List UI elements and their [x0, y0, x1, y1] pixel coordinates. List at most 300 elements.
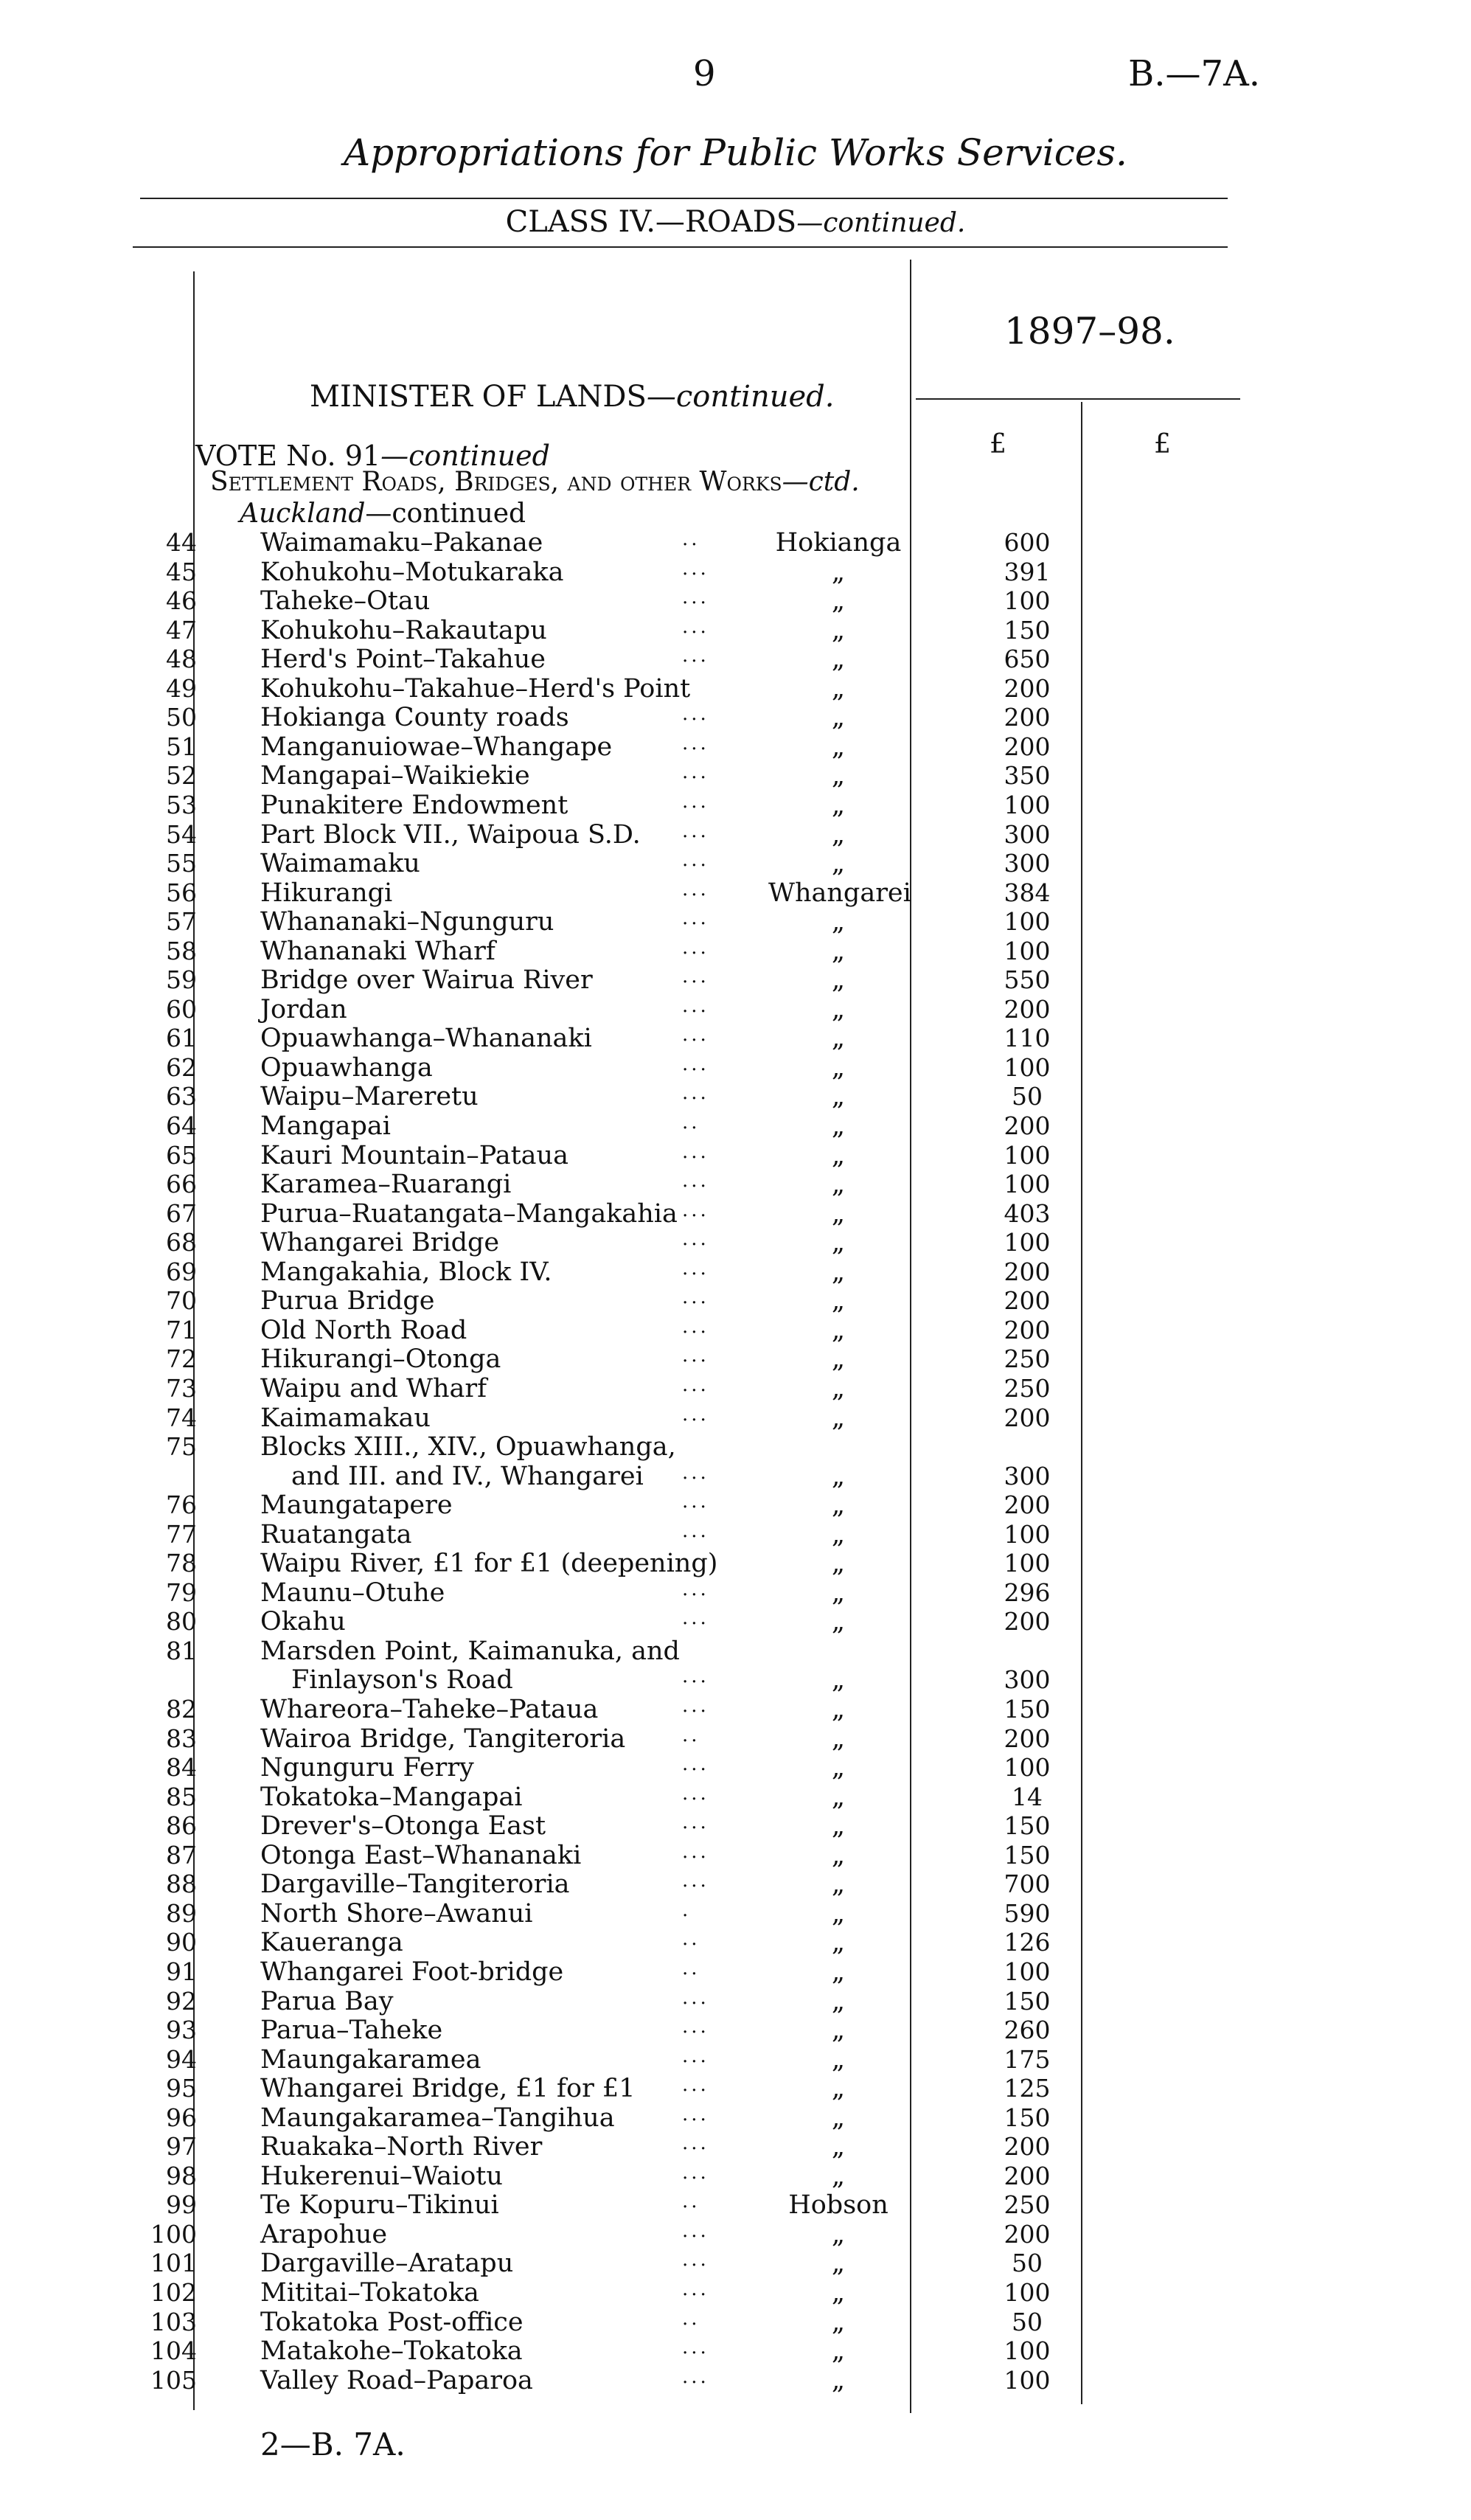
row-amount: 50	[1012, 2249, 1043, 2278]
row-leader-dots: ...	[682, 1519, 709, 1542]
row-leader-dots: ...	[682, 2249, 709, 2271]
row-number: 86	[166, 1811, 197, 1841]
row-work-name: Ngunguru Ferry	[260, 1753, 474, 1783]
row-number: 73	[166, 1373, 197, 1403]
vote-continued: —continued	[380, 440, 550, 472]
page-title: Appropriations for Public Works Services.	[344, 131, 1127, 174]
class-heading-text: CLASS IV.—ROADS	[505, 205, 797, 239]
row-amount: 50	[1012, 1082, 1043, 1111]
row-leader-dots: ...	[682, 1170, 709, 1193]
row-district: „	[831, 1344, 846, 1375]
row-leader-dots: ...	[682, 2336, 709, 2359]
row-number: 105	[150, 2365, 197, 2395]
row-number: 90	[166, 1928, 197, 1957]
row-work-name: Whangarei Foot-bridge	[260, 1957, 564, 1987]
row-amount: 200	[1004, 2161, 1051, 2190]
row-amount: 550	[1004, 965, 1051, 995]
row-district: „	[831, 1403, 846, 1433]
row-work-name: Drever's–Otonga East	[260, 1811, 546, 1842]
row-number: 80	[166, 1607, 197, 1636]
row-district: „	[831, 1461, 846, 1491]
row-leader-dots: ...	[682, 1373, 709, 1396]
row-district: Whangarei	[768, 878, 911, 908]
row-amount: 250	[1004, 1344, 1051, 1374]
row-amount: 100	[1004, 586, 1051, 616]
row-work-name: Waipu River, £1 for £1 (deepening)	[260, 1549, 718, 1579]
row-work-name: Purua Bridge	[260, 1286, 435, 1316]
row-number: 50	[166, 703, 197, 732]
row-number: 99	[166, 2190, 197, 2220]
row-district: „	[831, 2132, 846, 2162]
row-work-name: Whananaki Wharf	[260, 936, 495, 966]
row-amount: 100	[1004, 2365, 1051, 2395]
row-district: „	[831, 936, 846, 966]
row-number: 81	[166, 1636, 197, 1665]
row-work-name: Kaueranga	[260, 1928, 403, 1958]
row-amount: 590	[1004, 1898, 1051, 1928]
row-number: 48	[166, 645, 197, 674]
row-amount: 100	[1004, 1519, 1051, 1549]
row-district: „	[831, 586, 846, 617]
row-leader-dots: ...	[682, 1782, 709, 1805]
row-amount: 200	[1004, 994, 1051, 1024]
row-work-name: Hokianga County roads	[260, 703, 569, 733]
row-number: 98	[166, 2161, 197, 2190]
row-work-name: Mangapai	[260, 1111, 391, 1141]
row-amount: 100	[1004, 2278, 1051, 2307]
row-amount: 100	[1004, 1549, 1051, 1578]
row-district: „	[831, 761, 846, 791]
row-amount: 200	[1004, 1724, 1051, 1753]
row-leader-dots: ...	[682, 1665, 709, 1688]
row-amount: 100	[1004, 1753, 1051, 1783]
row-district: „	[831, 645, 846, 675]
row-amount: 200	[1004, 1490, 1051, 1520]
row-number: 67	[166, 1198, 197, 1228]
row-leader-dots: ...	[682, 1286, 709, 1309]
row-district: „	[831, 1957, 846, 1987]
row-amount: 300	[1004, 1665, 1051, 1695]
row-leader-dots: ...	[682, 645, 709, 667]
row-work-name: Mangakahia, Block IV.	[260, 1257, 552, 1287]
vote-text: VOTE No. 91	[195, 440, 381, 472]
row-work-name: Bridge over Wairua River	[260, 965, 593, 996]
row-work-name: Okahu	[260, 1607, 346, 1637]
row-number: 96	[166, 2103, 197, 2132]
row-leader-dots: ..	[682, 528, 700, 550]
row-district: „	[831, 2249, 846, 2279]
row-number: 94	[166, 2044, 197, 2074]
row-number: 46	[166, 586, 197, 616]
row-district: „	[831, 1782, 846, 1812]
row-leader-dots: ...	[682, 1257, 709, 1280]
row-work-name: Karamea–Ruarangi	[260, 1170, 512, 1200]
row-number: 54	[166, 819, 197, 849]
row-amount: 200	[1004, 1607, 1051, 1636]
row-work-name: Kohukohu–Takahue–Herd's Point	[260, 673, 691, 704]
row-district: „	[831, 1607, 846, 1637]
row-leader-dots: ...	[682, 1082, 709, 1105]
row-amount: 300	[1004, 819, 1051, 849]
row-leader-dots: ...	[682, 615, 709, 638]
row-district: „	[831, 1286, 846, 1316]
row-work-name: Kohukohu–Rakautapu	[260, 615, 547, 645]
row-work-name: Waipu and Wharf	[260, 1373, 487, 1403]
row-district: „	[831, 1257, 846, 1287]
row-work-name-continued: Finlayson's Road	[291, 1665, 513, 1695]
row-district: „	[831, 1052, 846, 1083]
row-number: 53	[166, 790, 197, 819]
row-amount: 384	[1004, 878, 1051, 907]
row-number: 64	[166, 1111, 197, 1140]
row-leader-dots: ...	[682, 1024, 709, 1046]
row-district: „	[831, 1840, 846, 1870]
row-district: „	[831, 1140, 846, 1170]
row-leader-dots: ...	[682, 1840, 709, 1863]
row-number: 52	[166, 761, 197, 791]
row-number: 85	[166, 1782, 197, 1811]
row-number: 44	[166, 528, 197, 557]
row-leader-dots: ...	[682, 2016, 709, 2038]
class-heading-continued: —continued.	[796, 208, 966, 238]
row-leader-dots: ...	[682, 703, 709, 726]
row-district: „	[831, 2365, 846, 2395]
row-leader-dots: ...	[682, 1315, 709, 1338]
row-number: 72	[166, 1344, 197, 1374]
row-number: 102	[150, 2278, 197, 2307]
row-work-name: Kauri Mountain–Pataua	[260, 1140, 568, 1170]
row-work-name: Kohukohu–Motukaraka	[260, 557, 564, 587]
row-number: 87	[166, 1840, 197, 1870]
row-amount: 200	[1004, 1257, 1051, 1286]
row-district: „	[831, 2044, 846, 2075]
row-work-name: Jordan	[260, 994, 347, 1024]
row-amount: 260	[1004, 2016, 1051, 2045]
row-work-name: Tokatoka Post-office	[260, 2307, 524, 2337]
row-district: „	[831, 1170, 846, 1200]
minister-heading	[310, 380, 835, 414]
row-amount: 14	[1012, 1782, 1043, 1811]
row-district: „	[831, 819, 846, 850]
row-amount: 125	[1004, 2074, 1051, 2103]
row-leader-dots: ..	[682, 2190, 700, 2213]
row-work-name: Herd's Point–Takahue	[260, 645, 546, 675]
row-number: 97	[166, 2132, 197, 2162]
row-amount: 150	[1004, 1811, 1051, 1841]
row-work-name: Whareora–Taheke–Pataua	[260, 1695, 599, 1724]
row-leader-dots: ...	[682, 1140, 709, 1163]
row-leader-dots: ...	[682, 1344, 709, 1367]
row-work-name: Mangapai–Waikiekie	[260, 761, 530, 791]
row-leader-dots: ...	[682, 994, 709, 1017]
row-district: „	[831, 1519, 846, 1549]
row-work-name: Otonga East–Whananaki	[260, 1840, 582, 1870]
row-amount: 300	[1004, 849, 1051, 878]
row-amount: 200	[1004, 1403, 1051, 1432]
row-amount: 200	[1004, 732, 1051, 761]
row-work-name: Punakitere Endowment	[260, 790, 568, 820]
row-number: 91	[166, 1957, 197, 1986]
row-work-name: Blocks XIII., XIV., Opuawhanga,	[260, 1432, 676, 1462]
row-amount: 150	[1004, 1695, 1051, 1724]
row-district: „	[831, 1898, 846, 1929]
row-amount: 200	[1004, 1286, 1051, 1316]
row-work-name: Ruatangata	[260, 1519, 412, 1549]
row-work-name: Old North Road	[260, 1315, 467, 1345]
currency-label-right: £	[1154, 429, 1171, 459]
row-amount: 100	[1004, 790, 1051, 819]
row-district: „	[831, 2103, 846, 2133]
row-leader-dots: ..	[682, 1928, 700, 1951]
row-work-name-continued: and III. and IV., Whangarei	[291, 1461, 644, 1491]
row-district: „	[831, 615, 846, 645]
row-amount: 200	[1004, 2219, 1051, 2249]
row-district: „	[831, 1315, 846, 1345]
row-number: 77	[166, 1519, 197, 1549]
row-amount: 403	[1004, 1198, 1051, 1228]
row-number: 70	[166, 1286, 197, 1316]
row-leader-dots: ...	[682, 2044, 709, 2067]
row-work-name: Arapohue	[260, 2219, 388, 2249]
row-number: 79	[166, 1577, 197, 1607]
row-district: Hokianga	[775, 528, 902, 558]
row-work-name: Waimamaku	[260, 849, 420, 879]
district-heading	[240, 499, 526, 529]
row-amount: 100	[1004, 1170, 1051, 1199]
row-leader-dots: ...	[682, 1461, 709, 1484]
row-number: 68	[166, 1228, 197, 1257]
row-work-name: Mititai–Tokatoka	[260, 2278, 479, 2308]
row-amount: 150	[1004, 1986, 1051, 2016]
row-work-name: Tokatoka–Mangapai	[260, 1782, 523, 1812]
row-district: „	[831, 1665, 846, 1695]
row-district: „	[831, 1373, 846, 1403]
row-number: 71	[166, 1315, 197, 1344]
row-work-name: Whangarei Bridge, £1 for £1	[260, 2074, 636, 2104]
row-number: 49	[166, 673, 197, 703]
row-district: „	[831, 2307, 846, 2337]
row-number: 95	[166, 2074, 197, 2103]
row-work-name: Waipu–Mareretu	[260, 1082, 479, 1112]
row-number: 62	[166, 1052, 197, 1082]
row-district: Hobson	[788, 2190, 888, 2221]
row-district: „	[831, 673, 846, 704]
row-work-name: Waimamaku–Pakanae	[260, 528, 543, 558]
row-amount: 200	[1004, 2132, 1051, 2162]
row-work-name: Whangarei Bridge	[260, 1228, 500, 1258]
row-leader-dots: ...	[682, 2365, 709, 2388]
row-work-name: Maunu–Otuhe	[260, 1577, 445, 1608]
row-work-name: Maungakaramea–Tangihua	[260, 2103, 615, 2133]
row-district: „	[831, 2161, 846, 2191]
row-work-name: Parua Bay	[260, 1986, 394, 2016]
row-leader-dots: .	[682, 1898, 692, 1921]
row-number: 74	[166, 1403, 197, 1432]
row-work-name: Dargaville–Aratapu	[260, 2249, 514, 2279]
rule-under-class	[133, 246, 1228, 248]
row-number: 75	[166, 1432, 197, 1462]
row-district: „	[831, 1870, 846, 1900]
row-work-name: Te Kopuru–Tikinui	[260, 2190, 499, 2221]
row-leader-dots: ...	[682, 907, 709, 930]
row-district: „	[831, 557, 846, 587]
row-district: „	[831, 1811, 846, 1842]
row-district: „	[831, 1753, 846, 1783]
row-leader-dots: ...	[682, 819, 709, 842]
settlement-heading	[210, 467, 860, 497]
row-number: 60	[166, 994, 197, 1024]
auckland-text: Auckland	[240, 499, 366, 529]
row-leader-dots: ...	[682, 1811, 709, 1834]
row-leader-dots: ..	[682, 1957, 700, 1979]
row-leader-dots: ...	[682, 2278, 709, 2300]
row-leader-dots: ...	[682, 1490, 709, 1513]
row-district: „	[831, 2074, 846, 2104]
row-leader-dots: ...	[682, 1695, 709, 1717]
row-work-name: Purua–Ruatangata–Mangakahia	[260, 1198, 678, 1229]
class-heading	[0, 205, 1471, 239]
row-amount: 100	[1004, 936, 1051, 965]
row-amount: 100	[1004, 1052, 1051, 1082]
row-amount: 250	[1004, 2190, 1051, 2220]
row-number: 66	[166, 1170, 197, 1199]
row-number: 45	[166, 557, 197, 586]
row-district: „	[831, 790, 846, 820]
row-amount: 126	[1004, 1928, 1051, 1957]
row-amount: 100	[1004, 907, 1051, 937]
row-amount: 700	[1004, 1870, 1051, 1899]
row-amount: 100	[1004, 2336, 1051, 2366]
currency-label-left: £	[990, 429, 1006, 459]
row-number: 84	[166, 1753, 197, 1783]
row-district: „	[831, 1111, 846, 1141]
row-number: 88	[166, 1870, 197, 1899]
row-work-name: Opuawhanga	[260, 1052, 433, 1083]
row-number: 76	[166, 1490, 197, 1520]
row-amount: 150	[1004, 2103, 1051, 2132]
row-amount: 175	[1004, 2044, 1051, 2074]
row-amount: 391	[1004, 557, 1051, 586]
row-number: 59	[166, 965, 197, 995]
row-amount: 200	[1004, 673, 1051, 703]
minister-continued: —continued.	[646, 380, 835, 414]
row-amount: 110	[1004, 1024, 1051, 1053]
row-leader-dots: ..	[682, 1111, 700, 1134]
row-number: 65	[166, 1140, 197, 1170]
row-district: „	[831, 907, 846, 937]
year-heading: 1897–98.	[1004, 310, 1175, 353]
row-work-name: Wairoa Bridge, Tangiteroria	[260, 1724, 626, 1754]
row-work-name: Marsden Point, Kaimanuka, and	[260, 1636, 680, 1666]
row-leader-dots: ...	[682, 2161, 709, 2184]
row-leader-dots: ..	[682, 2307, 700, 2330]
row-number: 78	[166, 1549, 197, 1578]
row-leader-dots: ...	[682, 2132, 709, 2155]
settlement-continued: —ctd.	[782, 467, 860, 497]
row-district: „	[831, 703, 846, 733]
row-leader-dots: ...	[682, 1228, 709, 1251]
row-leader-dots: ...	[682, 1577, 709, 1600]
row-amount: 200	[1004, 703, 1051, 732]
row-amount: 100	[1004, 1140, 1051, 1170]
row-amount: 100	[1004, 1228, 1051, 1257]
row-district: „	[831, 2336, 846, 2367]
row-district: „	[831, 1986, 846, 2016]
row-amount: 200	[1004, 1315, 1051, 1344]
row-amount: 600	[1004, 528, 1051, 557]
row-leader-dots: ...	[682, 761, 709, 784]
row-amount: 350	[1004, 761, 1051, 791]
row-district: „	[831, 2016, 846, 2046]
row-leader-dots: ...	[682, 878, 709, 900]
row-leader-dots: ...	[682, 732, 709, 754]
row-work-name: Valley Road–Paparoa	[260, 2365, 533, 2395]
row-number: 63	[166, 1082, 197, 1111]
row-number: 61	[166, 1024, 197, 1053]
row-district: „	[831, 1577, 846, 1608]
row-work-name: Maungatapere	[260, 1490, 453, 1521]
row-leader-dots: ...	[682, 557, 709, 580]
row-district: „	[831, 1549, 846, 1579]
auckland-continued: —continued	[365, 499, 526, 529]
row-work-name: Dargaville–Tangiteroria	[260, 1870, 570, 1900]
row-number: 55	[166, 849, 197, 878]
row-leader-dots: ...	[682, 1607, 709, 1630]
row-work-name: Parua–Taheke	[260, 2016, 443, 2046]
row-work-name: Hukerenui–Waiotu	[260, 2161, 503, 2191]
row-district: „	[831, 994, 846, 1024]
row-amount: 150	[1004, 615, 1051, 645]
row-work-name: Kaimamakau	[260, 1403, 431, 1433]
row-amount: 296	[1004, 1577, 1051, 1607]
row-leader-dots: ...	[682, 1052, 709, 1075]
settlement-text: Settlement Roads, Bridges, and other Works	[210, 467, 782, 497]
row-work-name: Ruakaka–North River	[260, 2132, 543, 2162]
row-leader-dots: ..	[682, 1724, 700, 1746]
row-number: 51	[166, 732, 197, 761]
row-amount: 100	[1004, 1957, 1051, 1986]
report-reference: B.—7A.	[1128, 53, 1260, 94]
middle-column-rule	[910, 260, 911, 2413]
row-number: 89	[166, 1898, 197, 1928]
row-work-name: North Shore–Awanui	[260, 1898, 533, 1929]
row-work-name: Taheke–Otau	[260, 586, 431, 617]
row-leader-dots: ...	[682, 1198, 709, 1221]
row-amount: 200	[1004, 1111, 1051, 1140]
row-leader-dots: ...	[682, 1753, 709, 1776]
row-number: 58	[166, 936, 197, 965]
row-number: 82	[166, 1695, 197, 1724]
row-amount: 300	[1004, 1461, 1051, 1490]
row-number: 57	[166, 907, 197, 937]
row-amount: 250	[1004, 1373, 1051, 1403]
row-district: „	[831, 2278, 846, 2308]
row-number: 101	[150, 2249, 197, 2278]
row-work-name: Manganuiowae–Whangape	[260, 732, 613, 762]
row-leader-dots: ...	[682, 849, 709, 872]
row-district: „	[831, 1228, 846, 1258]
minister-text: MINISTER OF LANDS	[310, 380, 647, 414]
page-footer: 2—B. 7A.	[260, 2426, 406, 2462]
row-district: „	[831, 732, 846, 762]
row-leader-dots: ...	[682, 2074, 709, 2097]
row-district: „	[831, 849, 846, 879]
row-work-name: Hikurangi	[260, 878, 393, 908]
row-district: „	[831, 1695, 846, 1724]
right-column-rule	[1081, 402, 1082, 2404]
row-number: 83	[166, 1724, 197, 1753]
row-amount: 50	[1012, 2307, 1043, 2336]
